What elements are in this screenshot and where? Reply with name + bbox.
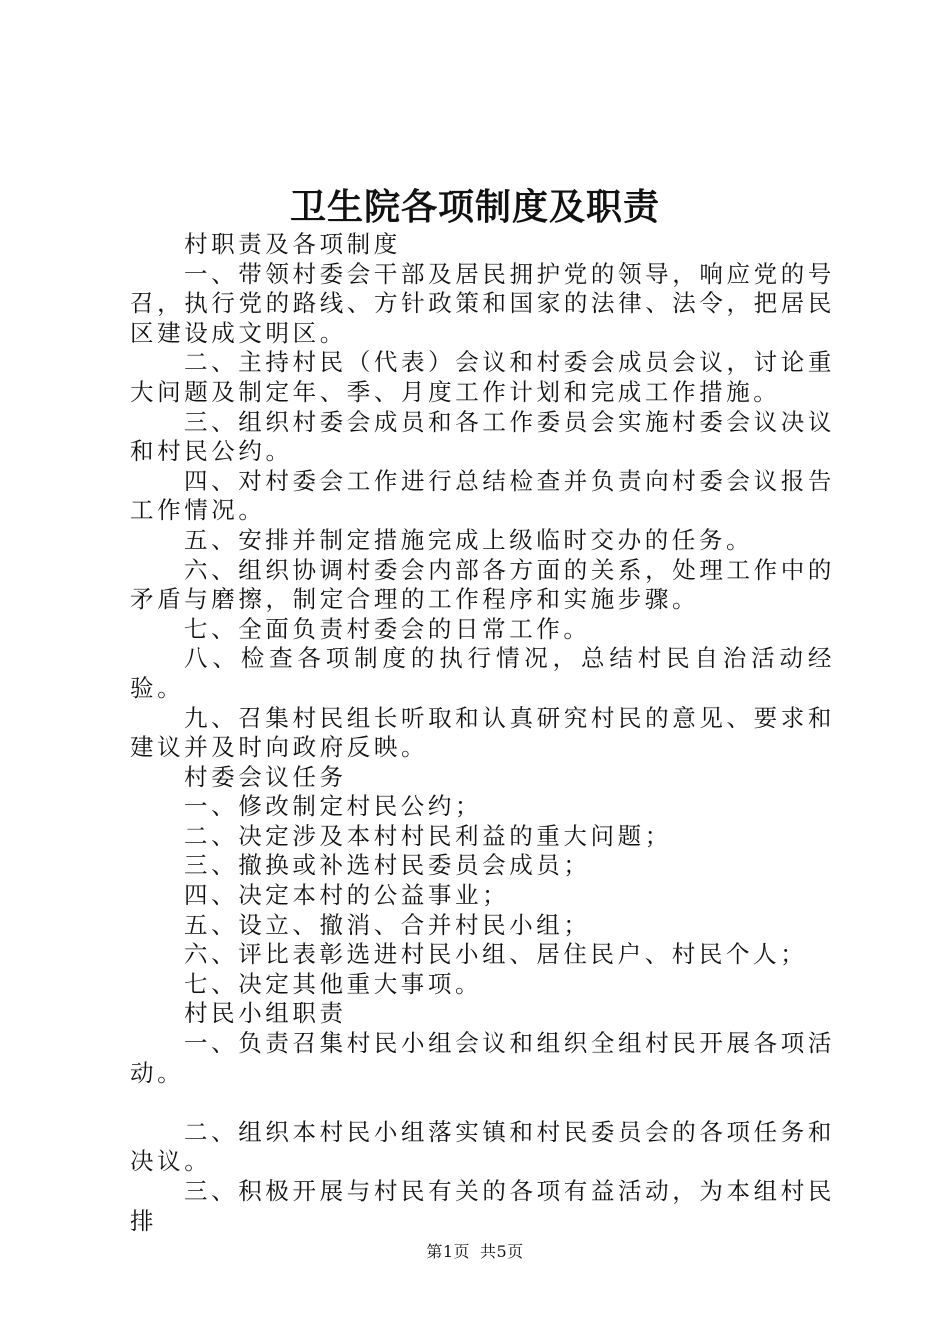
paragraph: 四、决定本村的公益事业； bbox=[184, 881, 510, 910]
paragraph: 二、主持村民（代表）会议和村委会成员会议，讨论重大问题及制定年、季、月度工作计划和完成工作措施。 bbox=[130, 348, 835, 406]
paragraph: 一、负责召集村民小组会议和组织全组村民开展各项活动。 bbox=[130, 1029, 835, 1087]
paragraph: 三、积极开展与村民有关的各项有益活动，为本组村民排 bbox=[130, 1177, 835, 1235]
section-heading: 村委会议任务 bbox=[184, 762, 347, 791]
paragraph: 一、修改制定村民公约； bbox=[184, 792, 483, 821]
paragraph: 四、对村委会工作进行总结检查并负责向村委会议报告工作情况。 bbox=[130, 466, 835, 525]
document-title: 卫生院各项制度及职责 bbox=[289, 186, 660, 228]
paragraph: 九、召集村民组长听取和认真研究村民的意见、要求和建议并及时向政府反映。 bbox=[130, 703, 835, 762]
paragraph: 七、决定其他重大事项。 bbox=[184, 969, 483, 998]
paragraph: 六、组织协调村委会内部各方面的关系，处理工作中的矛盾与磨擦，制定合理的工作程序和实施步骤。 bbox=[130, 555, 835, 614]
section-heading: 村民小组职责 bbox=[184, 999, 347, 1028]
paragraph: 八、检查各项制度的执行情况，总结村民自治活动经验。 bbox=[130, 644, 835, 702]
blank-line bbox=[130, 1088, 835, 1118]
paragraph: 三、撤换或补选村民委员会成员； bbox=[184, 851, 591, 880]
section-heading: 村职责及各项制度 bbox=[184, 230, 401, 258]
document-body bbox=[130, 230, 835, 1236]
paragraph: 二、决定涉及本村村民利益的重大问题； bbox=[184, 821, 672, 850]
paragraph: 七、全面负责村委会的日常工作。 bbox=[184, 614, 591, 643]
paragraph: 六、评比表彰选进村民小组、居住民户、村民个人； bbox=[184, 940, 808, 969]
paragraph: 一、带领村委会干部及居民拥护党的领导，响应党的号召，执行党的路线、方针政策和国家的法律、法令，把居民区建设成文明区。 bbox=[130, 259, 835, 347]
page-total: 共5页 bbox=[480, 1242, 524, 1261]
paragraph: 五、安排并制定措施完成上级临时交办的任务。 bbox=[184, 525, 754, 554]
paragraph: 三、组织村委会成员和各工作委员会实施村委会议决议和村民公约。 bbox=[130, 407, 835, 466]
page-number: 第1页 bbox=[426, 1242, 470, 1261]
paragraph: 二、组织本村民小组落实镇和村民委员会的各项任务和决议。 bbox=[130, 1117, 835, 1176]
paragraph: 五、设立、撤消、合并村民小组； bbox=[184, 910, 591, 939]
page-footer bbox=[0, 1240, 950, 1264]
